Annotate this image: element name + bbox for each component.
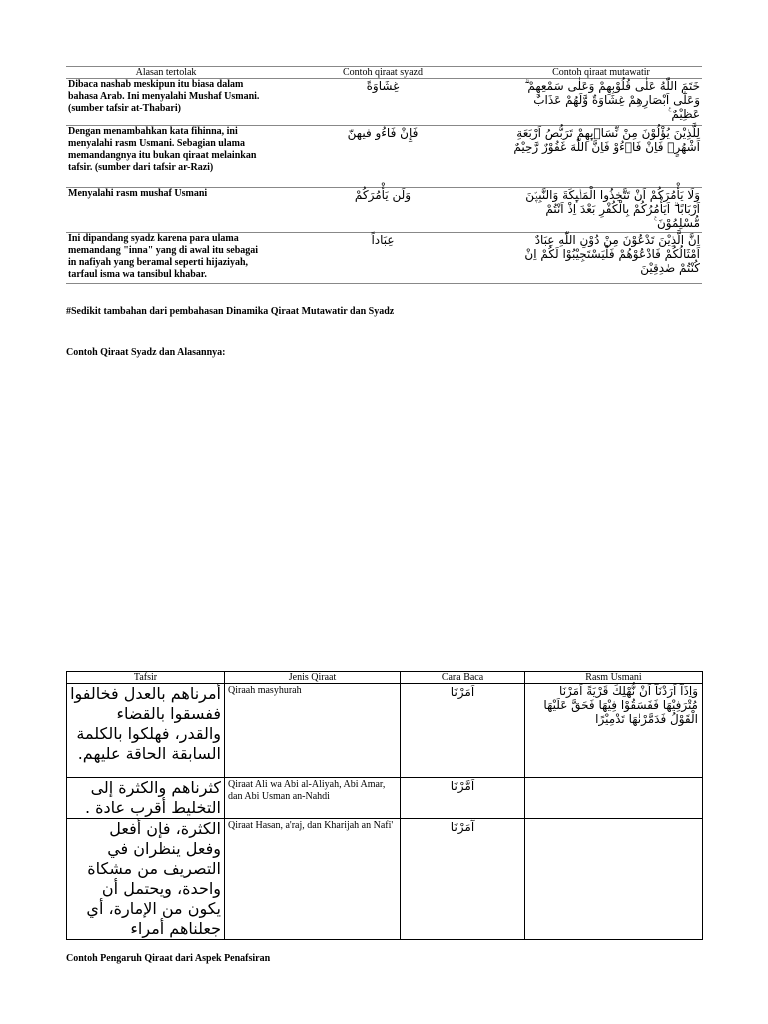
header-rasm-usmani: Rasm Usmani: [525, 672, 703, 684]
cara-baca-cell: اَمَرْنَا: [401, 684, 525, 778]
tafsir-cell: أمرناهم بالعدل فخالفوا ففسقوا بالقضاء والقدر، فهلكوا بالكلمة السابقة الحاقة عليهم.: [67, 684, 225, 778]
table-row: [66, 233, 702, 284]
mutawatir-cell: خَتَمَ اللّٰهُ عَلٰى قُلُوْبِهِمْ وَعَلٰى سَمْعِهِمْ ۗ وَعَلٰٓى اَبْصَارِهِمْ غِشَاوَةٌ وَّلَهُمْ عَذَابٌ عَظِيْمٌ ࣖ: [500, 79, 702, 126]
jenis-cell: Qiraat Ali wa Abi al-Aliyah, Abi Amar, dan Abi Usman an-Nahdi: [225, 778, 401, 819]
syadz-cell: فَإِنْ فَاءُو فيهنّ: [266, 126, 500, 188]
header-tafsir: Tafsir: [67, 672, 225, 684]
rasm-cell: [525, 778, 703, 819]
header-mutawatir: Contoh qiraat mutawatir: [500, 67, 702, 79]
tafsir-cell: الكثرة، فإن أفعل وفعل ينظران في التصريف من مشكاة واحدة، ويحتمل أن يكون من الإمارة، أي جعلناهم أمراء: [67, 819, 225, 940]
reason-cell: Dengan menambahkan kata fihinna, ini menyalahi rasm Usmani. Sebagian ulama memandangnya itu bukan qiraat melainkan tafsir. (sumber dari tafsir ar-Razi): [66, 126, 266, 188]
tafsir-table: [66, 671, 703, 940]
mutawatir-cell: لِلَّذِيْنَ يُؤْلُوْنَ مِنْ نِّسَاۤىِٕهِمْ تَرَبُّصُ اَرْبَعَةِ اَشْهُرٍۚ فَاِنْ فَاۤءُوْ فَاِنَّ اللّٰهَ غَفُوْرٌ رَّحِيْمٌ: [500, 126, 702, 188]
table-row: [66, 126, 702, 188]
reason-cell: Ini dipandang syadz karena para ulama memandang "inna" yang di awal itu sebagai in nafiyah yang beramal seperti hijaziyah, tarfaul isma wa tansibul khabar.: [66, 233, 266, 284]
cara-baca-cell: آمَرْنَا: [401, 819, 525, 940]
table-row: [67, 778, 703, 819]
table-row: [67, 684, 703, 778]
cara-baca-cell: اَمَّرْنَا: [401, 778, 525, 819]
mutawatir-cell: اِنَّ الَّذِيْنَ تَدْعُوْنَ مِنْ دُوْنِ اللّٰهِ عِبَادٌ اَمْثَالُكُمْ فَادْعُوْهُمْ فَلْيَسْتَجِيْبُوْا لَكُمْ اِنْ كُنْتُمْ صٰدِقِيْنَ: [500, 233, 702, 284]
table-row: [67, 819, 703, 940]
jenis-cell: Qiraat Hasan, a'raj, dan Kharijah an Nafi': [225, 819, 401, 940]
tafsir-cell: كثرناهم والكثرة إلى التخليط أقرب عادة .: [67, 778, 225, 819]
reason-cell: Dibaca nashab meskipun itu biasa dalam bahasa Arab. Ini menyalahi Mushaf Usmani. (sumber tafsir at-Thabari): [66, 79, 266, 126]
note-tambahan: #Sedikit tambahan dari pembahasan Dinamika Qiraat Mutawatir dan Syadz: [66, 306, 395, 317]
table-row: [66, 188, 702, 233]
qiraat-comparison-table: [66, 66, 702, 284]
header-jenis-qiraat: Jenis Qiraat: [225, 672, 401, 684]
syadz-cell: غِشَاوَةً: [266, 79, 500, 126]
note-pengaruh-qiraat: Contoh Pengaruh Qiraat dari Aspek Penafsiran: [66, 953, 271, 964]
jenis-cell: Qiraah masyhurah: [225, 684, 401, 778]
table-header-row: [66, 67, 702, 79]
mutawatir-cell: وَلَا يَأْمُرَكُمْ اَنْ تَتَّخِذُوا الْمَلٰۤىِٕكَةَ وَالنَّبِيّٖنَ اَرْبَابًا ۗ اَيَأْمُرُكُمْ بِالْكُفْرِ بَعْدَ اِذْ اَنْتُمْ مُّسْلِمُوْنَ ࣖ: [500, 188, 702, 233]
rasm-cell: [525, 819, 703, 940]
rasm-cell: وَاِذَآ اَرَدْنَآ اَنْ نُّهْلِكَ قَرْيَةً اَمَرْنَا مُتْرَفِيْهَا فَفَسَقُوْا فِيْهَا فَحَقَّ عَلَيْهَا الْقَوْلُ فَدَمَّرْنٰهَا تَدْمِيْرًا: [525, 684, 703, 778]
header-syadz: Contoh qiraat syazd: [266, 67, 500, 79]
header-cara-baca: Cara Baca: [401, 672, 525, 684]
table-row: [66, 79, 702, 126]
table-header-row: [67, 672, 703, 684]
reason-cell: Menyalahi rasm mushaf Usmani: [66, 188, 266, 233]
note-contoh-syadz: Contoh Qiraat Syadz dan Alasannya:: [66, 347, 226, 358]
header-alasan: Alasan tertolak: [66, 67, 266, 79]
syadz-cell: عِبَاداً: [266, 233, 500, 284]
syadz-cell: وَلَن يَأْمُرَكُمْ: [266, 188, 500, 233]
